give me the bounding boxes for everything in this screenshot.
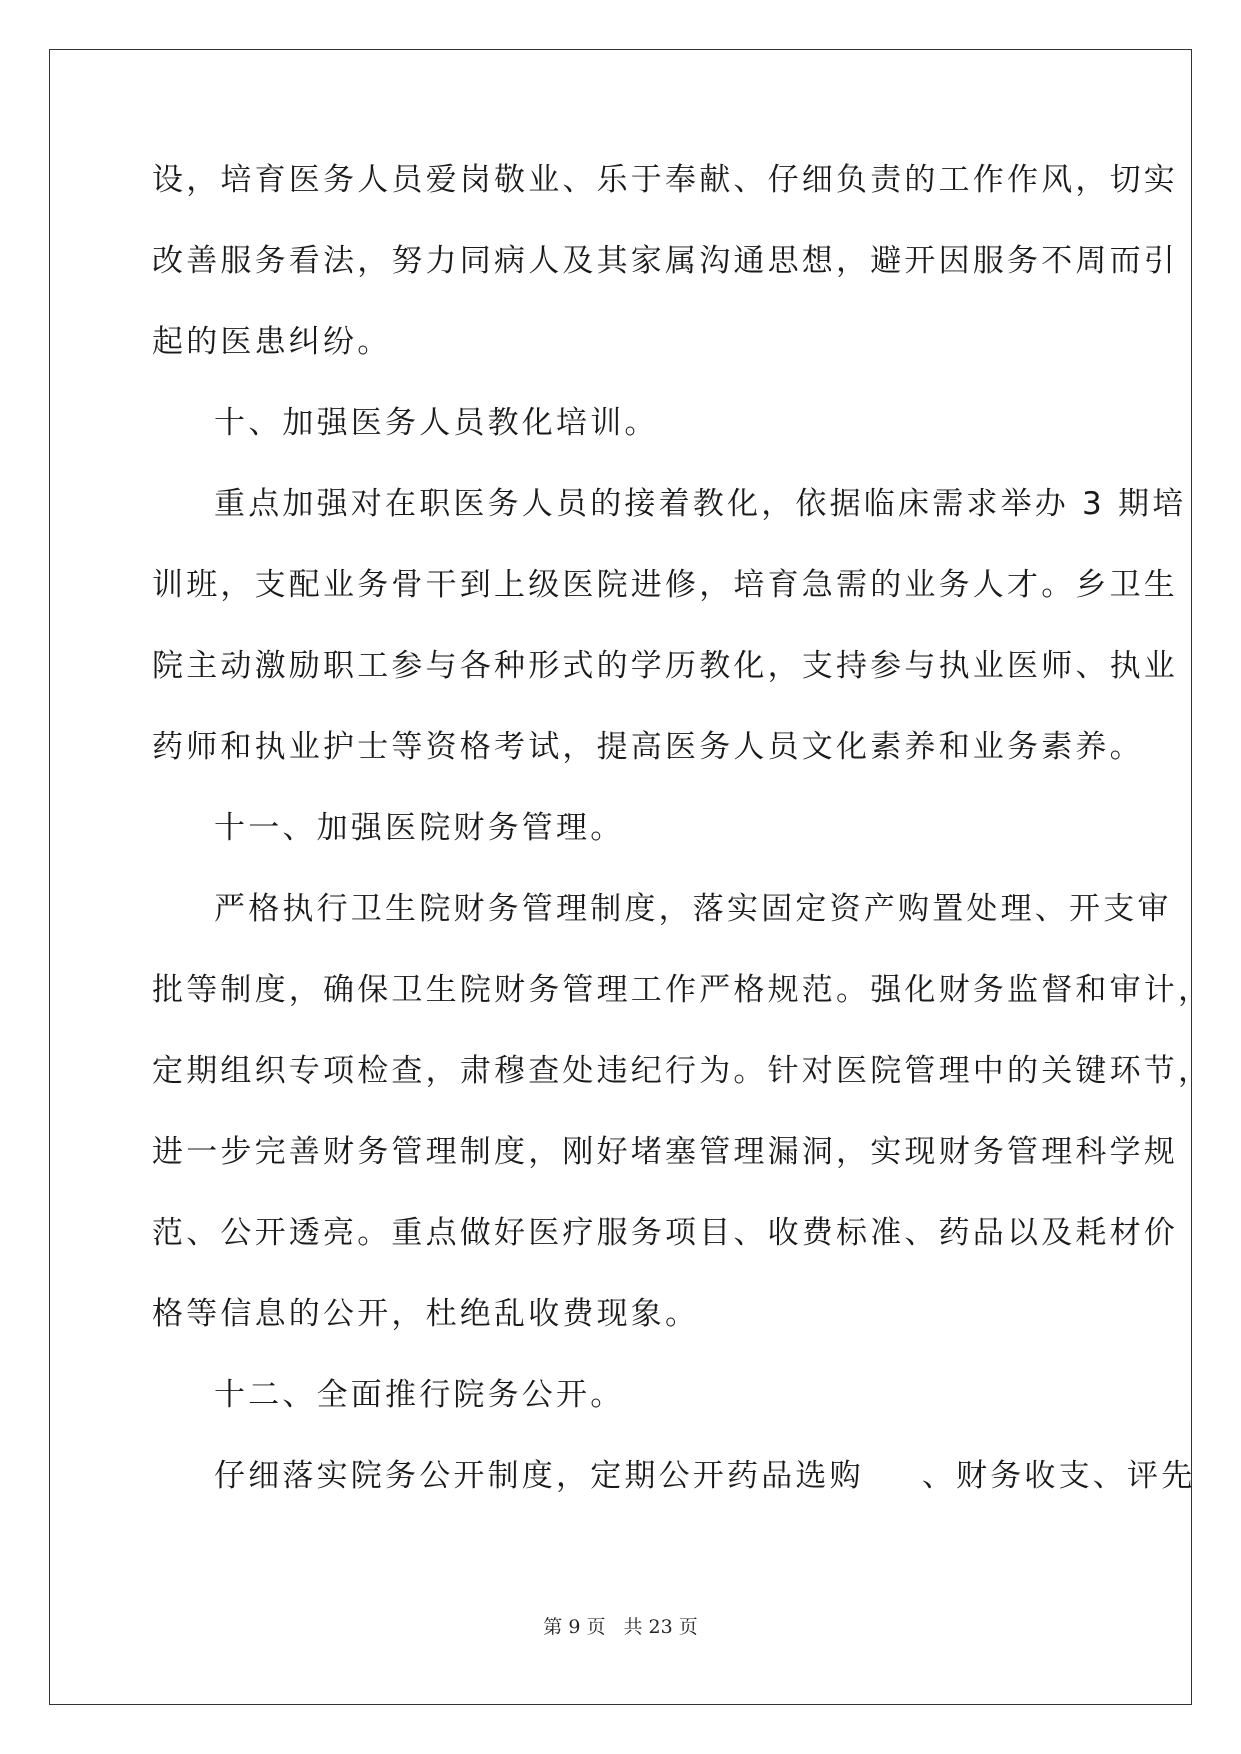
section-heading: 十、加强医务人员教化培训。 <box>214 405 659 441</box>
text-fragment: 、财务收支、评先 <box>921 1458 1196 1494</box>
text-line: 药师和执业护士等资格考试，提高医务人员文化素养和业务素养。 <box>152 729 1144 765</box>
text-line: 格等信息的公开，杜绝乱收费现象。 <box>152 1296 700 1332</box>
text-line: 范、公开透亮。重点做好医疗服务项目、收费标准、药品以及耗材价 <box>152 1215 1178 1251</box>
section-heading: 十一、加强医院财务管理。 <box>214 810 625 846</box>
text-line: 进一步完善财务管理制度，刚好堵塞管理漏洞，实现财务管理科学规 <box>152 1134 1178 1170</box>
text-line: 训班，支配业务骨干到上级医院进修，培育急需的业务人才。乡卫生 <box>152 567 1178 603</box>
document-body <box>152 160 1213 1537</box>
text-line: 院主动激励职工参与各种形式的学历教化，支持参与执业医师、执业 <box>152 648 1178 684</box>
text-line: 批等制度，确保卫生院财务管理工作严格规范。强化财务监督和审计， <box>152 972 1213 1008</box>
page-total: 共 23 页 <box>623 1616 698 1638</box>
section-heading: 十二、全面推行院务公开。 <box>214 1377 625 1413</box>
page-footer <box>0 1612 1241 1639</box>
text-line: 重点加强对在职医务人员的接着教化，依据临床需求举办 3 期培 <box>214 486 1187 522</box>
text-fragment: 仔细落实院务公开制度，定期公开药品选购 <box>214 1458 864 1494</box>
text-line: 起的医患纠纷。 <box>152 324 392 360</box>
text-line: 定期组织专项检查，肃穆查处违纪行为。针对医院管理中的关键环节， <box>152 1053 1213 1089</box>
text-line: 设，培育医务人员爱岗敬业、乐于奉献、仔细负责的工作作风，切实 <box>152 162 1178 198</box>
text-line: 改善服务看法，努力同病人及其家属沟通思想，避开因服务不周而引 <box>152 243 1178 279</box>
text-line-last <box>152 1456 1196 1497</box>
text-line: 严格执行卫生院财务管理制度，落实固定资产购置处理、开支审 <box>214 891 1172 927</box>
page-number: 第 9 页 <box>543 1616 606 1638</box>
